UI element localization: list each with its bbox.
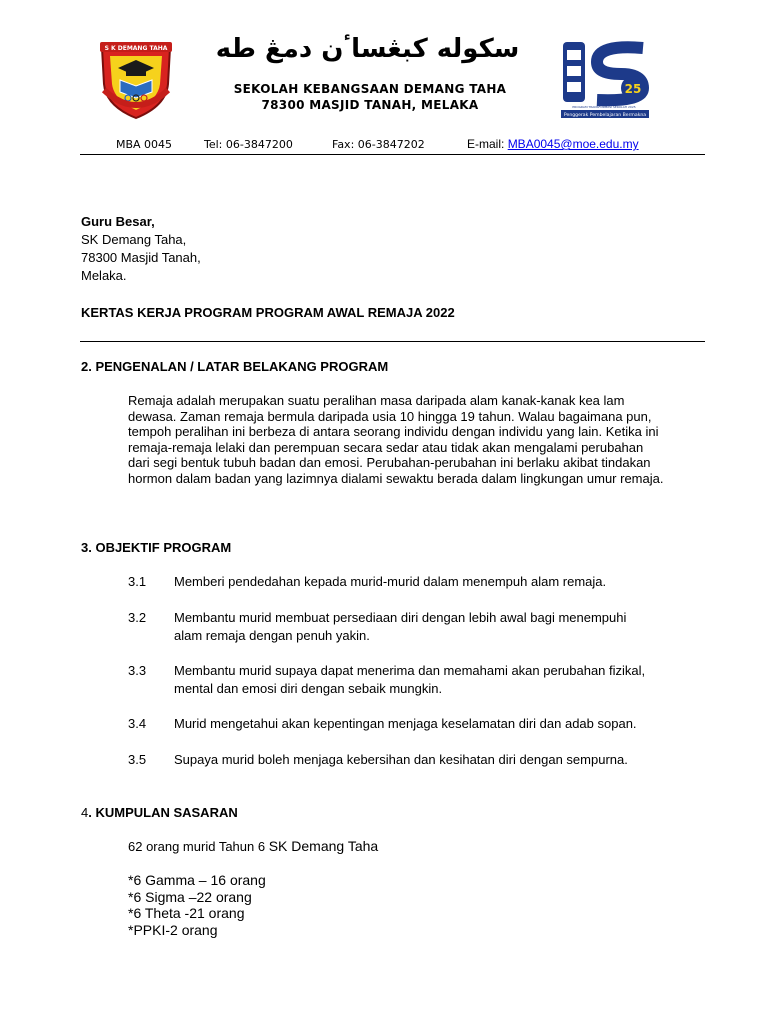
- class-group-item: *PPKI-2 orang: [128, 921, 218, 938]
- objective-text: [174, 751, 704, 769]
- recipient-line: Melaka.: [81, 268, 127, 283]
- paragraph-line: tempoh peralihan ini berbeza di antara seorang individu dengan individu yang lain. Ketika ini: [128, 424, 659, 439]
- email-line: [467, 137, 639, 151]
- class-group-list: [128, 872, 266, 938]
- class-group-item: *6 Theta -21 orang: [128, 905, 245, 921]
- class-group-item: *6 Gamma – 16 orang: [128, 872, 266, 888]
- transformation-program-logo: [557, 40, 652, 120]
- school-name-jawi: سکوله کبڠساٴن دمڠ طه: [215, 34, 520, 64]
- objective-number: 3.4: [128, 716, 147, 731]
- school-crest-logo: [96, 40, 176, 120]
- objective-text: [174, 662, 704, 698]
- objective-number: 3.3: [128, 663, 147, 678]
- title-divider: [80, 341, 705, 342]
- recipient-line: 78300 Masjid Tanah,: [81, 250, 201, 265]
- target-audience: [128, 838, 378, 854]
- objective-text: [174, 609, 704, 645]
- document-title: KERTAS KERJA PROGRAM PROGRAM AWAL REMAJA 2022: [81, 305, 455, 320]
- objective-text: [174, 715, 704, 733]
- program-logo-caption-top: PROGRAM TRANSFORMASI SEKOLAH 2025: [572, 105, 636, 109]
- program-logo-caption: Penggerak Pembelajaran Bermakna: [563, 113, 647, 118]
- recipient-address: [81, 213, 201, 285]
- objective-number: 3.5: [128, 752, 147, 767]
- objective-line: Membantu murid membuat persediaan diri dengan lebih awal bagi menempuhi: [174, 610, 627, 625]
- email-link[interactable]: MBA0045@moe.edu.my: [507, 137, 639, 151]
- paragraph-line: dari segi bentuk tubuh badan dan emosi. Perubahan-perubahan ini berlaku akibat tindakan: [128, 455, 651, 470]
- header-divider: [80, 154, 705, 155]
- paragraph-line: remaja-remaja lelaki dan perempuan secara sedar atau tidak akan mengalami perubahan: [128, 439, 644, 455]
- section-4-number: 4: [81, 805, 89, 820]
- email-label: E-mail:: [467, 137, 505, 151]
- objective-text: [174, 573, 704, 591]
- section-4-title: [81, 805, 238, 820]
- recipient-title: Guru Besar,: [81, 214, 155, 229]
- section-2-title: 2. PENGENALAN / LATAR BELAKANG PROGRAM: [81, 359, 389, 374]
- objective-number: 3.2: [128, 610, 147, 625]
- objective-line: mental dan emosi diri dengan sebaik mungkin.: [174, 681, 443, 696]
- objective-line: Murid mengetahui akan kepentingan menjaga keselamatan diri dan adab sopan.: [174, 716, 637, 731]
- recipient-line: SK Demang Taha,: [81, 232, 187, 247]
- crest-banner-text: S K DEMANG TAHA: [104, 45, 168, 52]
- paragraph-line: hormon dalam badan yang lazimnya dialami sewaktu berada dalam lingkungan umur remaja.: [128, 470, 664, 486]
- school-code: MBA 0045: [116, 138, 173, 151]
- fax: Fax: 06-3847202: [332, 138, 425, 151]
- target-school: SK Demang Taha: [268, 838, 379, 854]
- program-logo-number: 25: [624, 82, 642, 96]
- section-3-title: 3. OBJEKTIF PROGRAM: [81, 540, 232, 555]
- paragraph-line: Remaja adalah merupakan suatu peralihan masa daripada alam kanak-kanak kea lam: [128, 393, 625, 408]
- telephone: Tel: 06-3847200: [204, 138, 293, 151]
- objective-number: 3.1: [128, 574, 147, 589]
- objective-line: alam remaja dengan penuh yakin.: [174, 628, 370, 643]
- target-prefix: 62 orang murid Tahun 6: [128, 839, 269, 854]
- objective-line: Membantu murid supaya dapat menerima dan memahami akan perubahan fizikal,: [174, 663, 646, 678]
- paragraph-line: dewasa. Zaman remaja bermula daripada usia 10 hingga 19 tahun. Walau bagaimana pun,: [128, 408, 652, 424]
- class-group-item: *6 Sigma –22 orang: [128, 888, 252, 905]
- school-name: SEKOLAH KEBANGSAAN DEMANG TAHA: [233, 82, 507, 96]
- section-4-title-text: . KUMPULAN SASARAN: [88, 805, 238, 820]
- section-2-paragraph: [128, 393, 702, 486]
- school-address: 78300 MASJID TANAH, MELAKA: [261, 98, 479, 112]
- objective-line: Supaya murid boleh menjaga kebersihan dan kesihatan diri dengan sempurna.: [174, 752, 628, 767]
- objective-line: Memberi pendedahan kepada murid-murid dalam menempuh alam remaja.: [174, 574, 607, 589]
